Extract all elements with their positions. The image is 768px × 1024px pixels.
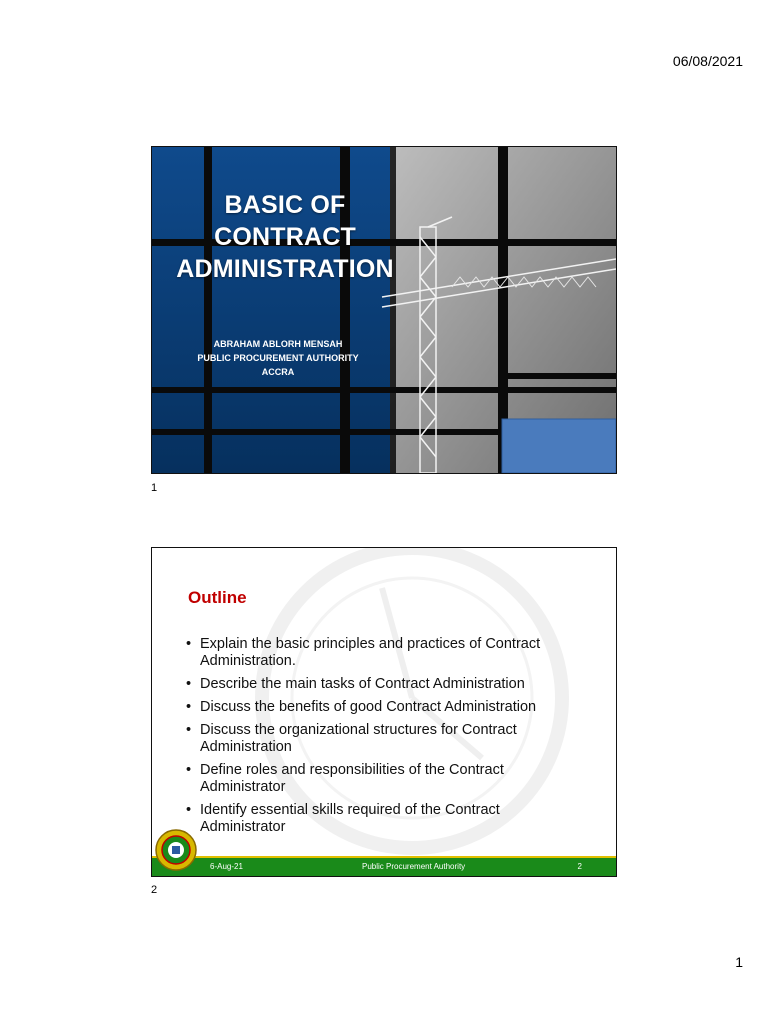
author-name: ABRAHAM ABLORH MENSAH	[213, 339, 343, 349]
list-item: • Identify essential skills required of the Contract Administrator	[186, 802, 500, 835]
list-item: • Discuss the benefits of good Contract Administration	[186, 699, 537, 715]
page-number: 1	[735, 954, 743, 970]
authority-seal-logo	[154, 828, 198, 872]
title-line: CONTRACT	[214, 223, 356, 251]
title-line: ADMINISTRATION	[176, 255, 394, 283]
footer-org: Public Procurement Authority	[362, 862, 466, 871]
list-item: • Explain the basic principles and practices of Contract Administration.	[186, 636, 541, 669]
bullet-text: Discuss the organizational structures for Contract Administration	[200, 722, 517, 755]
bullet-text: Define roles and responsibilities of the Contract Administrator	[200, 762, 504, 795]
outline-heading: Outline	[188, 588, 247, 607]
bullet-text: Discuss the benefits of good Contract Administration	[200, 699, 537, 715]
slide-1-number: 1	[151, 482, 158, 494]
outline-list	[186, 636, 586, 842]
author-city: ACCRA	[261, 367, 295, 377]
bullet-text: Describe the main tasks of Contract Administration	[200, 676, 525, 692]
title-line: BASIC OF	[224, 191, 346, 219]
bullet-text: Identify essential skills required of the Contract Administrator	[200, 802, 500, 835]
list-item: • Discuss the organizational structures for Contract Administration	[186, 722, 517, 755]
slide-1	[151, 146, 617, 474]
list-item: • Define roles and responsibilities of the Contract Administrator	[186, 762, 504, 795]
list-item: • Describe the main tasks of Contract Administration	[186, 676, 525, 692]
author-org: PUBLIC PROCUREMENT AUTHORITY	[197, 353, 359, 363]
slide-footer	[152, 856, 616, 876]
footer-slide-number: 2	[577, 862, 582, 871]
slide-1-title	[152, 189, 418, 285]
page-date: 06/08/2021	[672, 53, 743, 69]
slide-2-number: 2	[151, 884, 158, 896]
slide-1-author	[152, 337, 404, 379]
bullet-text: Explain the basic principles and practices of Contract Administration.	[200, 636, 541, 669]
slide-2	[151, 547, 617, 877]
footer-date: 6-Aug-21	[210, 862, 243, 871]
